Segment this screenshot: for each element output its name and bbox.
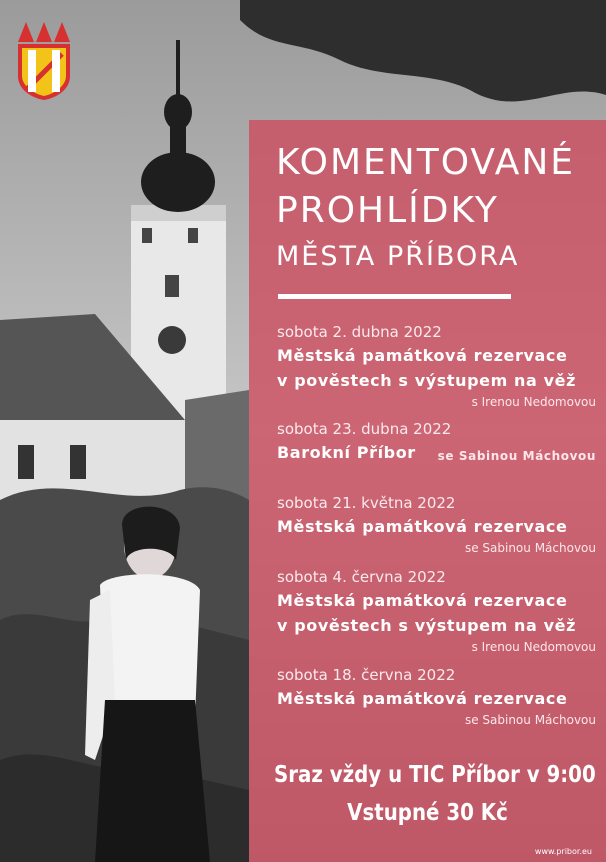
event-guide: s Irenou Nedomovou	[471, 395, 596, 409]
event-date: sobota 23. dubna 2022	[277, 420, 452, 438]
event-date: sobota 2. dubna 2022	[277, 323, 442, 341]
admission-price: Vstupné 30 Kč	[347, 800, 508, 826]
event-name-line: v pověstech s výstupem na věž	[277, 616, 577, 635]
title-line-3: MĚSTA PŘÍBORA	[276, 241, 520, 272]
event-name-line: Městská památková rezervace	[277, 346, 568, 365]
event-name-line: Městská památková rezervace	[277, 591, 568, 610]
event-guide: s Irenou Nedomovou	[471, 640, 596, 654]
footer-url: www.pribor.eu	[534, 847, 592, 856]
event-guide: se Sabinou Máchovou	[464, 713, 596, 727]
event-name-line	[277, 440, 596, 465]
title-line-1: KOMENTOVANÉ	[276, 142, 576, 183]
event-item	[249, 664, 596, 729]
event-name-line: v pověstech s výstupem na věž	[277, 371, 577, 390]
event-name-text: Barokní Příbor	[277, 443, 416, 462]
event-guide: se Sabinou Máchovou	[464, 541, 596, 555]
event-name-line: Městská památková rezervace	[277, 689, 568, 708]
event-date: sobota 18. června 2022	[277, 666, 456, 684]
event-item	[249, 321, 596, 411]
event-item	[249, 418, 596, 465]
title-line-2: PROHLÍDKY	[276, 190, 499, 231]
title-divider	[278, 294, 511, 299]
event-date: sobota 21. května 2022	[277, 494, 456, 512]
town-coat-of-arms-icon	[16, 20, 72, 100]
meeting-point: Sraz vždy u TIC Příbor v 9:00	[273, 762, 596, 788]
event-guide: se Sabinou Máchovou	[437, 449, 596, 463]
event-item	[249, 566, 596, 656]
event-date: sobota 4. června 2022	[277, 568, 446, 586]
event-item	[249, 492, 596, 557]
event-name-line: Městská památková rezervace	[277, 517, 568, 536]
